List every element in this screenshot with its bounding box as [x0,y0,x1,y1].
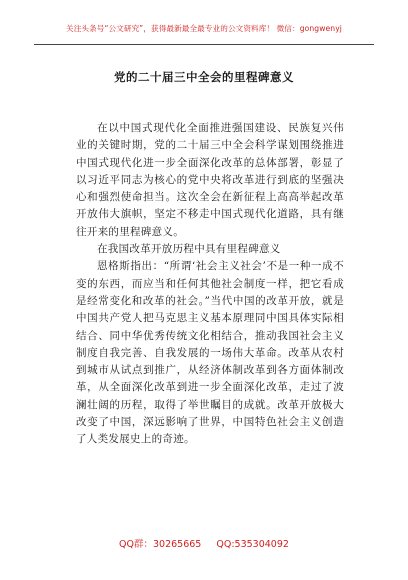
qq-contact-text: QQ:535304092 [216,539,289,550]
document-title: 党的二十届三中全会的里程碑意义 [114,70,294,84]
page-header [34,22,374,45]
qq-group-text: QQ群：30265665 [119,539,202,550]
intro-paragraph: 在以中国式现代化全面推进强国建设、民族复兴伟业的关键时期，党的二十届三中全会科学谋划围绕推进中国式现代化进一步全面深化改革的总体部署，彰显了以习近平同志为核心的党中央将改革进行到底的坚强决心和强烈使命担当。这次全会在新征程上高高举起改革开放伟大旗帜，坚定不移走中国式现代化道路，具有继往开来的里程碑意义。 [76,122,344,238]
section-heading: 在我国改革开放历程中具有里程碑意义 [97,243,281,256]
body-paragraph: 恩格斯指出：“所谓‘社会主义社会’不是一种一成不变的东西，而应当和任何其他社会制度一样，把它看成是经常变化和改革的社会。”当代中国的改革开放，就是中国共产党人把马克思主义基本原理同中国具体实际相结合、同中华优秀传统文化相结合，推动我国社会主义制度自我完善、自我发展的一场伟大革命。改革从农村到城市从试点到推广，从经济体制改革到各方面体制改革，从全面深化改革到进一步全面深化改革，走过了波澜壮阔的历程，取得了举世瞩目的成就。改革开放极大改变了中国，深远影响了世界，中国特色社会主义创造了人类发展史上的奇迹。 [76,260,344,446]
page-footer [0,536,408,550]
document-body [76,120,344,449]
header-notice: 关注头条号“公文研究”，获得最新最全最专业的公文资料库！ 微信：gongwenyj [66,24,342,33]
